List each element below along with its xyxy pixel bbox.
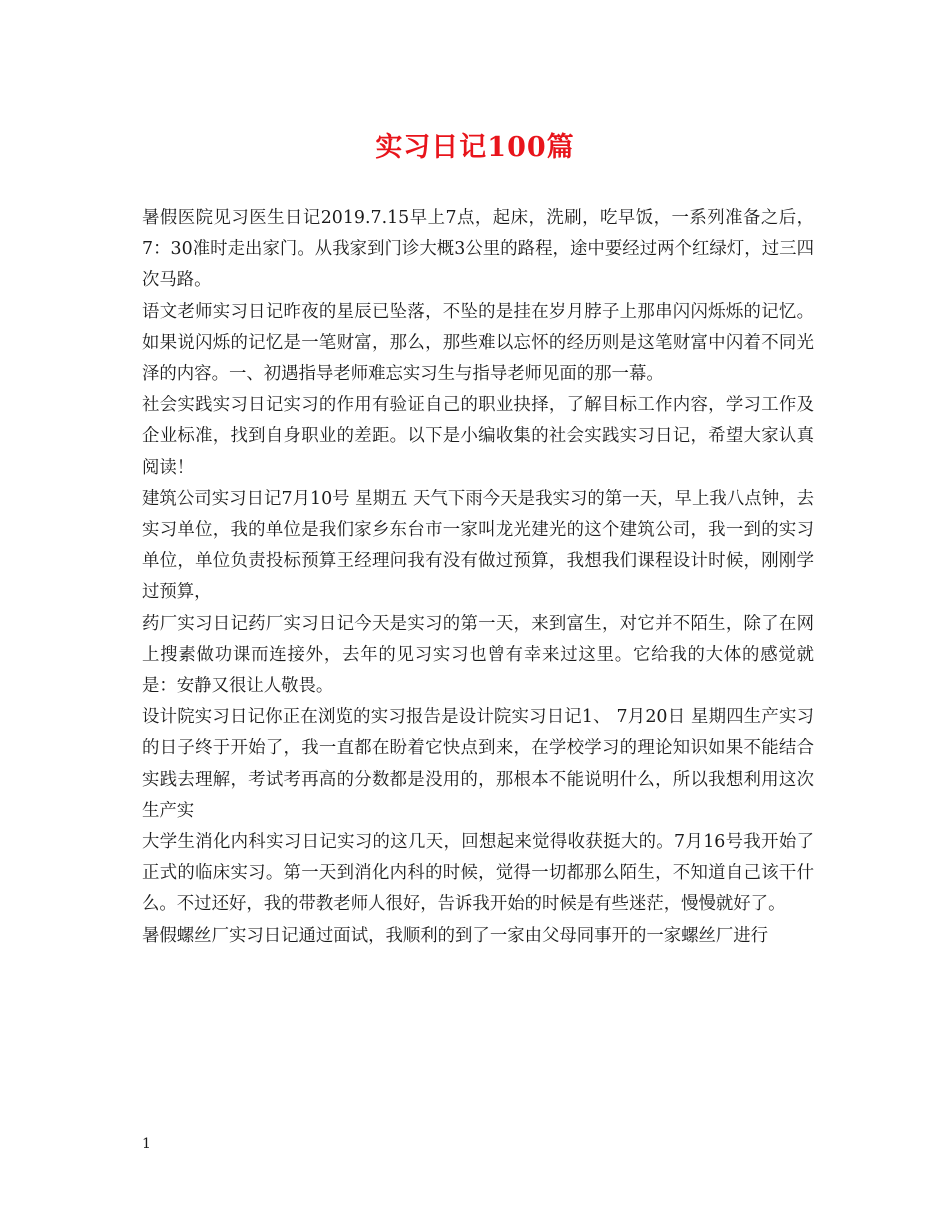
document-title: 实习日记100篇 — [375, 132, 575, 163]
paragraph-chinese-teacher-diary: 语文老师实习日记昨夜的星辰已坠落，不坠的是挂在岁月脖子上那串闪闪烁烁的记忆。如果说闪烁的记忆是一笔财富，那么，那些难以忘怀的经历则是这笔财富中闪着不同光泽的内容。一、初遇指导老师难忘实习生与指导老师见面的那一幕。 — [142, 301, 814, 385]
paragraph-construction-company-diary: 建筑公司实习日记7月10号 星期五 天气下雨今天是我实习的第一天，早上我八点钟，去实习单位，我的单位是我们家乡东台市一家叫龙光建光的这个建筑公司，我一到的实习单位，单位负责投标预算王经理问我有没有做过预算，我想我们课程设计时候，刚刚学过预算， — [142, 488, 814, 603]
paragraph-screw-factory-diary: 暑假螺丝厂实习日记通过面试，我顺利的到了一家由父母同事开的一家螺丝厂进行 — [142, 925, 769, 946]
page-number: 1 — [142, 1136, 151, 1152]
paragraph-social-practice-diary: 社会实践实习日记实习的作用有验证自己的职业抉择，了解目标工作内容，学习工作及企业标准，找到自身职业的差距。以下是小编收集的社会实践实习日记，希望大家认真阅读！ — [142, 395, 814, 478]
paragraph-pharmaceutical-factory-diary: 药厂实习日记药厂实习日记今天是实习的第一天，来到富生，对它并不陌生，除了在网上搜素做功课而连接外，去年的见习实习也曾有幸来过这里。它给我的大体的感觉就是：安静又很让人敬畏。 — [142, 613, 814, 697]
paragraph-design-institute-diary: 设计院实习日记你正在浏览的实习报告是设计院实习日记1、 7月20日 星期四生产实习的日子终于开始了，我一直都在盼着它快点到来，在学校学习的理论知识如果不能结合实践去理解，考试考再高的分数都是没用的，那根本不能说明什么，所以我想利用这次生产实 — [142, 707, 814, 821]
document-body — [142, 203, 814, 952]
paragraph-hospital-diary: 暑假医院见习医生日记2019.7.15早上7点，起床，洗刷，吃早饭，一系列准备之后，7：30准时走出家门。从我家到门诊大概3公里的路程，途中要经过两个红绿灯，过三四次马路。 — [142, 208, 814, 291]
paragraph-gastroenterology-diary: 大学生消化内科实习日记实习的这几天，回想起来觉得收获挺大的。7月16号我开始了正式的临床实习。第一天到消化内科的时候，觉得一切都那么陌生，不知道自己该干什么。不过还好，我的带教老师人很好，告诉我开始的时候是有些迷茫，慢慢就好了。 — [142, 832, 814, 915]
